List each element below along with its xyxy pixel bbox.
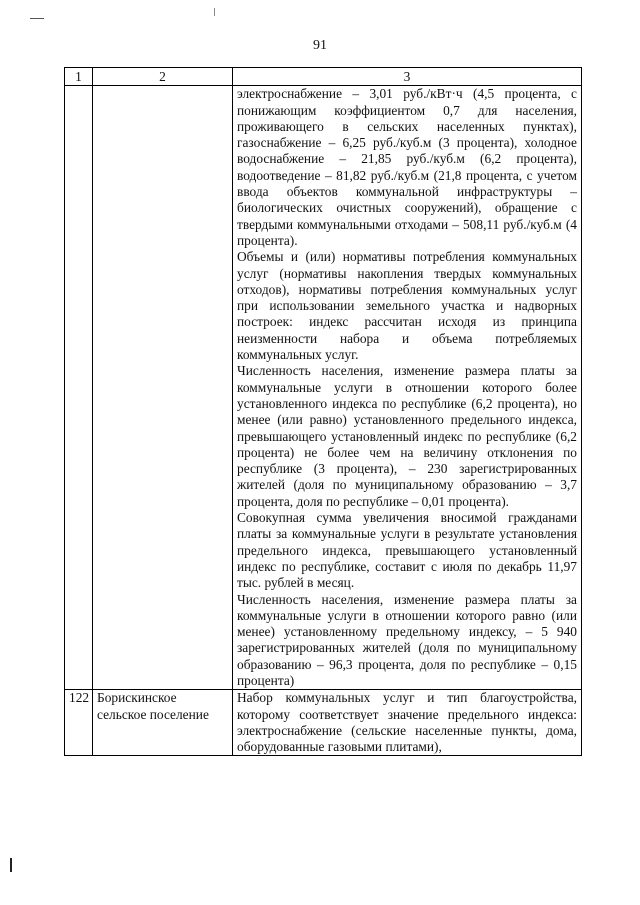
table-row bbox=[65, 690, 582, 756]
header-col-2: 2 bbox=[93, 68, 233, 86]
header-col-3: 3 bbox=[233, 68, 582, 86]
table-header-row bbox=[65, 68, 582, 86]
row-description bbox=[233, 86, 582, 690]
scan-artifact-top-left bbox=[30, 18, 44, 19]
paragraph-population-above: Численность населения, изменение размера платы за коммунальные услуги в отношении которого более установленного индекса по республике (6,2 процента), но менее (или равно) установленного предельного индекса, превышающего установленный индекс по республике (6,2 процента) не более чем на величину отклонения по республике (3 процента), – 230 зарегистрированных жителей (доля по муниципальному образованию – 3,7 процента, доля по республике – 0,01 процента). bbox=[237, 363, 577, 509]
settlement-name: Борискинское сельское поселение bbox=[93, 690, 233, 756]
table-row bbox=[65, 86, 582, 690]
row-number: 122 bbox=[65, 690, 93, 756]
row-description bbox=[233, 690, 582, 756]
row-number bbox=[65, 86, 93, 690]
header-col-1: 1 bbox=[65, 68, 93, 86]
settlement-name bbox=[93, 86, 233, 690]
scan-artifact-top-center bbox=[214, 8, 215, 16]
scan-artifact-bottom-left bbox=[10, 858, 12, 872]
paragraph-volumes: Объемы и (или) нормативы потребления коммунальных услуг (нормативы накопления твердых коммунальных отходов), нормативы потребления коммунальных услуг при использовании земельного участка и надворных построек: индекс рассчитан исходя из принципа неизменности набора и объема потребляемых коммунальных услуг. bbox=[237, 249, 577, 363]
page-number: 91 bbox=[313, 38, 327, 53]
paragraph-population-below: Численность населения, изменение размера платы за коммунальные услуги в отношении которого равно (или менее) установленному предельному индексу, – 5 940 зарегистрированных жителей (доля по муниципальному образованию – 96,3 процента, доля по республике – 0,15 процента) bbox=[237, 591, 577, 688]
paragraph-services: Набор коммунальных услуг и тип благоустройства, которому соответствует значение предельного индекса: электроснабжение (сельские населенные пункты, дома, оборудованные газовыми плитами), bbox=[237, 690, 577, 755]
paragraph-total-sum: Совокупная сумма увеличения вносимой гражданами платы за коммунальные услуги в результате установления предельного индекса, превышающего установленный индекс по республике, составит с июля по декабрь 11,97 тыс. рублей в месяц. bbox=[237, 510, 577, 591]
paragraph-tariffs: электроснабжение – 3,01 руб./кВт·ч (4,5 процента, с понижающим коэффициентом 0,7 для населения, проживающего в сельских населенных пунктах), газоснабжение – 6,25 руб./куб.м (3 процента), холодное водоснабжение – 21,85 руб./куб.м (6,2 процента), водоотведение – 81,82 руб./куб.м (21,8 процента, с учетом ввода объектов коммунальной инфраструктуры – биологических очистных сооружений), обращение с твердыми коммунальными отходами – 508,11 руб./куб.м (4 процента). bbox=[237, 86, 577, 248]
document-table bbox=[64, 67, 582, 756]
